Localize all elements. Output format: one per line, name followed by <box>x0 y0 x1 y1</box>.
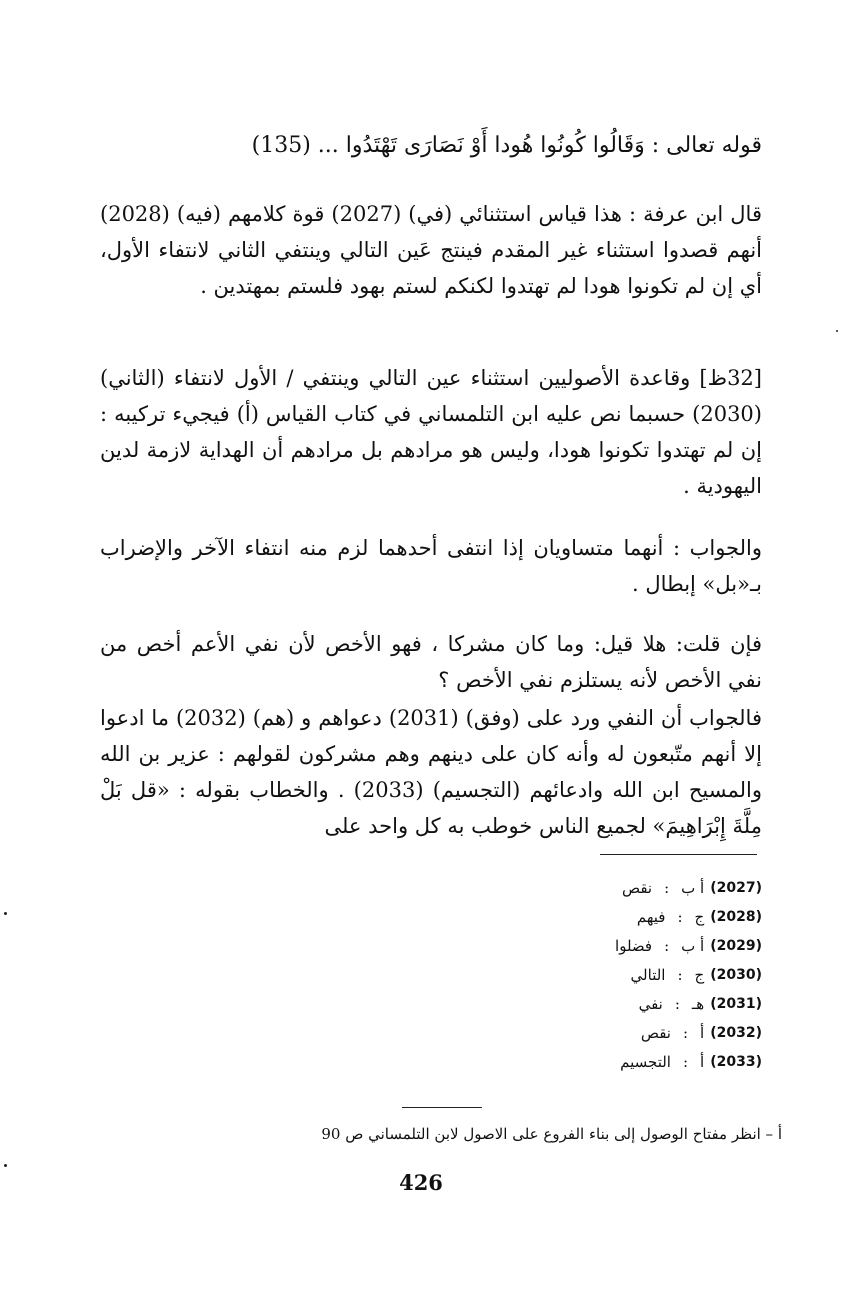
reference-note: أ – انظر مفتاح الوصول إلى بناء الفروع على الاصول لابن التلمساني ص 90 <box>321 1125 782 1143</box>
paragraph-usuli-rule: [32ظ] وقاعدة الأصوليين استثناء عين التالي وينتفي / الأول لانتفاء (الثاني) (2030) حسبما نص عليه ابن التلمساني في كتاب القياس (أ) فيجيء تركيبه : إن لم تهتدوا تكونوا هودا، وليس هو مرادهم بل مرادهم أن الهداية لازمة لدين اليهودية . <box>100 366 762 498</box>
footnote-item <box>462 932 762 961</box>
footnotes-list <box>462 874 762 1077</box>
paragraph-answer: والجواب : أنهما متساويان إذا انتفى أحدهما لزم منه انتفاء الآخر والإضراب بـ«بل» إبطال . <box>100 536 762 596</box>
paragraph-question: فإن قلت: هلا قيل: وما كان مشركا ، فهو الأخص لأن نفي الأعم أخص من نفي الأخص لأنه يستلزم نفي الأخص ؟ <box>100 632 762 692</box>
footnote-divider <box>600 854 757 855</box>
footnote-item <box>462 990 762 1019</box>
footnote-number: (2031) <box>710 996 762 1012</box>
verse-heading: قوله تعالى : وَقَالُوا كُونُوا هُودا أَوْ نَصَارَى تَهْتَدُوا ... (135) <box>251 133 762 158</box>
footnote-separator: : <box>674 995 680 1013</box>
footnote-number: (2028) <box>710 909 762 925</box>
page-number: 426 <box>399 1170 443 1195</box>
footnote-text: فيهم <box>636 908 666 926</box>
footnote-separator: : <box>677 966 683 984</box>
footnote-separator: : <box>677 908 683 926</box>
footnote-item <box>462 1048 762 1077</box>
footnote-item <box>462 903 762 932</box>
footnote-number: (2033) <box>710 1054 762 1070</box>
reference-divider <box>402 1107 482 1108</box>
footnote-number: (2029) <box>710 938 762 954</box>
footnote-item <box>462 961 762 990</box>
footnote-text: نقص <box>621 879 653 897</box>
footnote-text: فضلوا <box>615 937 653 955</box>
footnote-text: التالي <box>630 966 666 984</box>
footnote-item <box>462 1019 762 1048</box>
footnote-number: (2032) <box>710 1025 762 1041</box>
footnote-text: نقص <box>640 1024 671 1042</box>
footnote-number: (2030) <box>710 967 762 983</box>
footnote-number: (2027) <box>710 880 762 896</box>
scan-speck <box>836 330 838 332</box>
footnote-separator: : <box>664 937 670 955</box>
footnote-source: هـ <box>691 995 705 1013</box>
footnote-source: أ <box>700 1024 705 1042</box>
footnote-source: ج <box>694 908 705 926</box>
paragraph-second-answer: فالجواب أن النفي ورد على (وفق) (2031) دعواهم و (هم) (2032) ما ادعوا إلا أنهم متّبعون له وأنه كان على دينهم وهم مشركون لقولهم : عزير بن الله والمسيح ابن الله وادعائهم (التجسيم) (2033) . والخطاب بقوله : «قل بَلْ مِلَّةَ إِبْرَاهِيمَ» لجميع الناس خوطب به كل واحد على <box>100 706 762 838</box>
footnote-separator: : <box>682 1053 689 1071</box>
footnote-text: التجسيم <box>620 1053 671 1071</box>
footnote-item <box>462 874 762 903</box>
footnote-source: ج <box>694 966 705 984</box>
scan-speck <box>4 912 7 915</box>
scan-speck <box>4 1164 7 1167</box>
footnote-source: أ ب <box>681 937 705 955</box>
footnote-separator: : <box>682 1024 689 1042</box>
footnote-source: أ ب <box>681 879 705 897</box>
footnote-text: نفي <box>638 995 663 1013</box>
footnote-source: أ <box>700 1053 705 1071</box>
paragraph-ibn-arafa: قال ابن عرفة : هذا قياس استثنائي (في) (2027) قوة كلامهم (فيه) (2028) أنهم قصدوا استثناء غير المقدم فينتج عَين التالي وينتفي الثاني لانتفاء الأول، أي إن لم تكونوا هودا لم تهتدوا لكنكم لستم بهود فلستم بمهتدين . <box>100 202 762 298</box>
footnote-separator: : <box>664 879 670 897</box>
